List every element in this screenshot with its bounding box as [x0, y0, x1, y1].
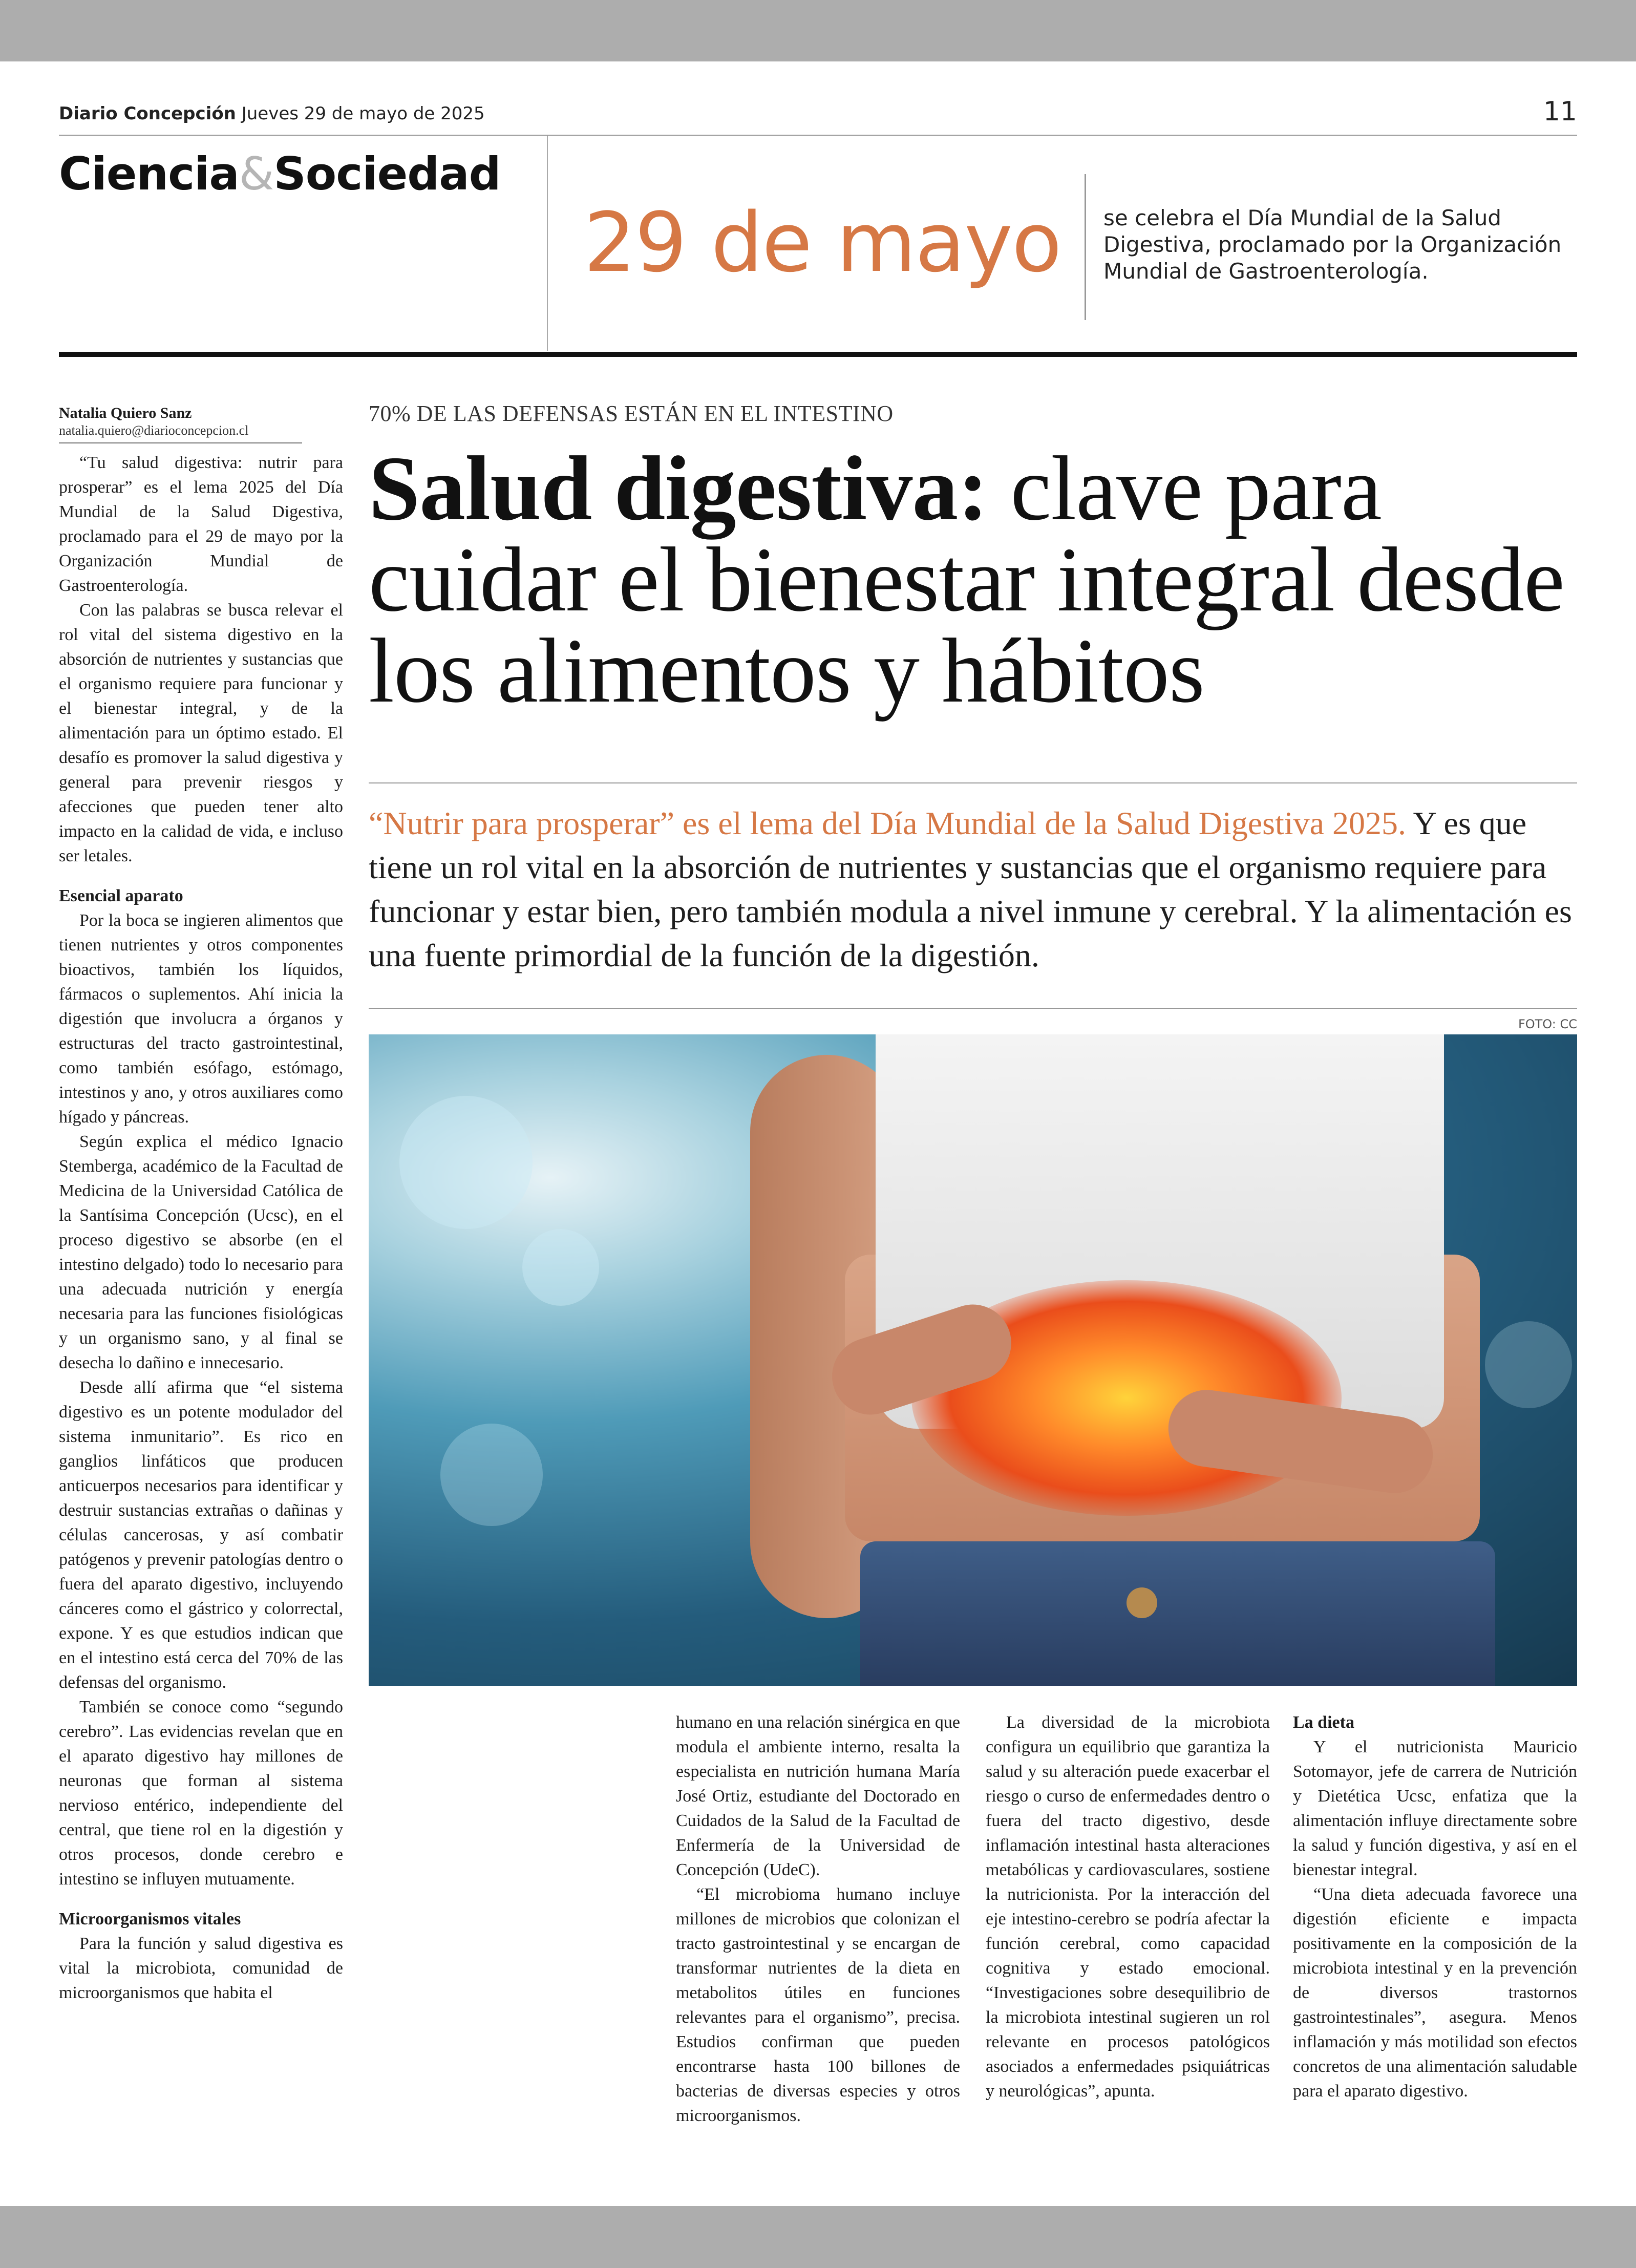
photo-credit: FOTO: CC [1518, 1017, 1577, 1031]
paragraph: “Una dieta adecuada favorece una digestión eficiente e impacta positivamente en la composición de la microbiota intestinal y en la prevención de diversos trastornos gastrointestinales”, asegura. Menos inflamación y más motilidad son efectos concretos de una alimentación saludable para el aparato digestivo. [1293, 1885, 1577, 2101]
subheading: La dieta [1293, 1713, 1354, 1732]
featured-date: 29 de mayo [584, 195, 1061, 290]
bottom-gray-band [0, 2206, 1636, 2268]
section-amp: & [239, 147, 274, 200]
paragraph: “Tu salud digestiva: nutrir para prosperar” es el lema 2025 del Día Mundial de la Salud Digestiva, proclamado para el 29 de mayo por la Organización Mundial de Gastroenterología. [59, 453, 343, 595]
paper-name: Diario Concepción [59, 103, 236, 124]
subheading: Esencial aparato [59, 886, 183, 905]
body-column-1 [59, 451, 343, 2005]
headline-rest: clave para cuidar el bienestar integral desde los alimentos y hábitos [369, 437, 1564, 722]
author-name: Natalia Quiero Sanz [59, 405, 192, 421]
paragraph: Para la función y salud digestiva es vital la microbiota, comunidad de microorganismos que habita el [59, 1934, 343, 2002]
body-column-4 [1293, 1710, 1577, 2104]
paragraph: También se conoce como “segundo cerebro”. Las evidencias revelan que en el aparato digestivo hay millones de neuronas que forman al sistema nervioso entérico, independiente del central, que tiene rol en la digestión y otros procesos, donde cerebro e intestino se influyen mutuamente. [59, 1698, 343, 1889]
jeans-button [1127, 1587, 1157, 1618]
paragraph: Desde allí afirma que “el sistema digestivo es un potente modulador del sistema inmunitario”. Es rico en ganglios linfáticos que producen anticuerpos necesarios para identificar y destruir sustancias extrañas o dañinas y células cancerosas, y así combatir patógenos y prevenir patologías dentro o fuera del aparato digestivo, incluyendo cánceres como el gástrico y colorrectal, expone. Y es que estudios indican que en el intestino está cerca del 70% de las defensas del organismo. [59, 1378, 343, 1692]
date-divider [1085, 174, 1086, 320]
top-gray-band [0, 0, 1636, 61]
page-number: 11 [1543, 96, 1577, 127]
article-lead [369, 801, 1577, 978]
masthead-line [59, 103, 485, 124]
body-column-2 [676, 1710, 960, 2128]
paragraph: Según explica el médico Ignacio Stemberga, académico de la Facultad de Medicina de la Universidad Católica de la Santísima Concepción (Ucsc), en el proceso digestivo se absorbe (en el intestino delgado) todo lo necesario para una adecuada nutrición y energía necesaria para las funciones fisiológicas y un organismo sano, y al final se desecha lo dañino e innecesario. [59, 1132, 343, 1372]
lead-rest: Y es que tiene un rol vital en la absorción de nutrientes y sustancias que el organismo requiere para funcionar y estar bien, pero también modula a nivel inmune y cerebral. Y la alimentación es una fuente primordial de la función de la digestión. [369, 805, 1572, 973]
paragraph: Por la boca se ingieren alimentos que tienen nutrientes y otros componentes bioactivos, también los líquidos, fármacos o suplementos. Ahí inicia la digestión que involucra a órganos y estructuras del tracto gastrointestinal, como también esófago, estómago, intestinos y ano, y otros auxiliares como hígado y páncreas. [59, 911, 343, 1127]
paragraph: humano en una relación sinérgica en que modula el ambiente interno, resalta la especialista en nutrición humana María José Ortiz, estudiante del Doctorado en Cuidados de la Salud de la Facultad de Enfermería de la Universidad de Concepción (UdeC). [676, 1713, 960, 1879]
bokeh-light [440, 1424, 543, 1526]
bokeh-light [399, 1096, 533, 1229]
issue-date: Jueves 29 de mayo de 2025 [241, 103, 485, 124]
header-divider [547, 136, 548, 351]
paragraph: Y el nutricionista Mauricio Sotomayor, jefe de carrera de Nutrición y Dietética Ucsc, enfatiza que la alimentación influye directamente sobre la salud y función digestiva, y así en el bienestar integral. [1293, 1737, 1577, 1879]
date-description: se celebra el Día Mundial de la Salud Digestiva, proclamado por la Organización Mundial de Gastroenterología. [1103, 205, 1562, 284]
header-rule [59, 135, 1577, 136]
article-kicker: 70% DE LAS DEFENSAS ESTÁN EN EL INTESTINO [369, 401, 894, 426]
paragraph: Con las palabras se busca relevar el rol vital del sistema digestivo en la absorción de nutrientes y sustancias que el organismo requiere para funcionar y el bienestar integral, y de la alimentación para un óptimo estado. El desafío es promover la salud digestiva y general para prevenir riesgos y afecciones que pueden tener alto impacto en la calidad de vida, e incluso ser letales. [59, 601, 343, 865]
lead-highlight: “Nutrir para prosperar” es el lema del Día Mundial de la Salud Digestiva 2025. [369, 805, 1406, 841]
lead-separator [369, 782, 1577, 783]
byline [59, 405, 302, 443]
bokeh-light [1485, 1321, 1572, 1408]
section-title [59, 147, 501, 200]
subheading: Microorganismos vitales [59, 1910, 241, 1928]
article-photo [369, 1034, 1577, 1686]
paragraph: “El microbioma humano incluye millones de microbios que colonizan el tracto gastrointestinal y se encargan de transformar nutrientes de la dieta en metabolitos útiles en funciones relevantes para el organismo”, precisa. Estudios confirman que pueden encontrarse hasta 100 billones de bacterias de diversas especies y otros microorganismos. [676, 1885, 960, 2125]
article-headline [369, 437, 1577, 722]
header-thick-rule [59, 352, 1577, 357]
section-right: Sociedad [273, 147, 501, 200]
bokeh-light [522, 1229, 599, 1306]
jeans [860, 1541, 1495, 1686]
photo-separator [369, 1008, 1577, 1009]
newspaper-page [59, 61, 1577, 2206]
headline-bold: Salud digestiva: [369, 437, 988, 539]
section-left: Ciencia [59, 147, 239, 200]
body-column-3 [986, 1710, 1270, 2104]
paragraph: La diversidad de la microbiota configura un equilibrio que garantiza la salud y su alteración puede exacerbar el riesgo o curso de enfermedades dentro o fuera del tracto digestivo, desde inflamación intestinal hasta alteraciones metabólicas y cardiovasculares, sostiene la nutricionista. Por la interacción del eje intestino-cerebro se podría afectar la función cerebral, como capacidad cognitiva y estado emocional. “Investigaciones sobre desequilibrio de la microbiota intestinal sugieren un rol relevante en procesos patológicos asociados a enfermedades psiquiátricas y neurológicas”, apunta. [986, 1713, 1270, 2101]
author-email: natalia.quiero@diarioconcepcion.cl [59, 422, 302, 443]
